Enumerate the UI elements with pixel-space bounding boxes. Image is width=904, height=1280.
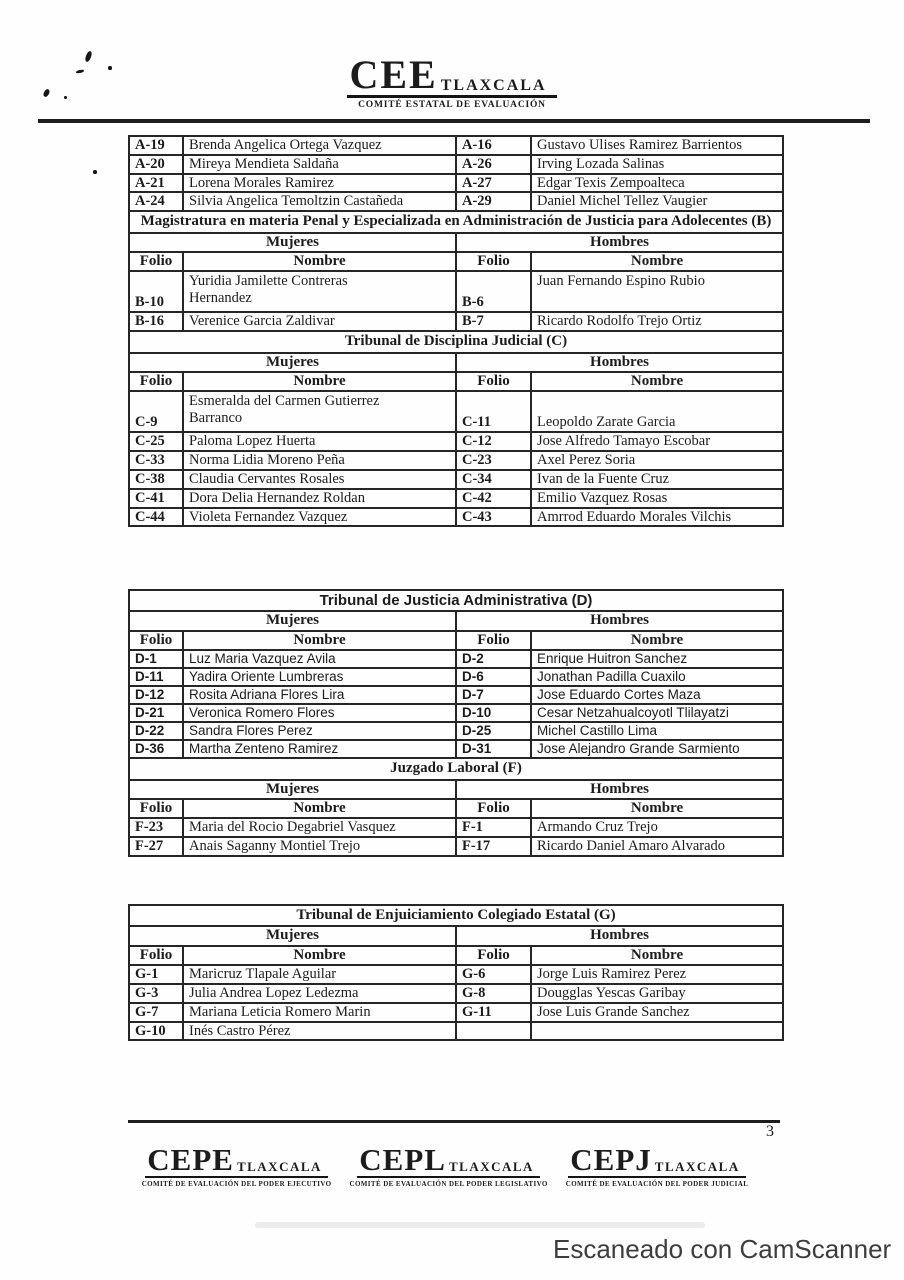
name-column-header: Nombre: [183, 252, 456, 271]
folio-cell: C-38: [129, 470, 183, 489]
cepj-tlaxcala-logo: [565, 1142, 749, 1188]
folio-cell: G-7: [129, 1003, 183, 1022]
folio-cell: G-11: [456, 1003, 531, 1022]
folio-column-header: Folio: [456, 252, 531, 271]
logo-region: TLAXCALA: [236, 1159, 322, 1174]
logo-caption: COMITÉ DE EVALUACIÓN DEL PODER LEGISLATIVO: [349, 1180, 548, 1188]
logo-abbreviation: CEPE: [147, 1142, 234, 1177]
table-row: [129, 508, 783, 527]
table-row: [129, 174, 783, 193]
name-cell: Veronica Romero Flores: [183, 704, 456, 722]
column-header-row: [129, 946, 783, 965]
folio-column-header: Folio: [456, 631, 531, 650]
candidates-table-df: [128, 589, 784, 857]
folio-cell: D-7: [456, 686, 531, 704]
folio-cell: C-9: [129, 391, 183, 432]
folio-cell: C-23: [456, 451, 531, 470]
table-row: [129, 704, 783, 722]
folio-cell: C-42: [456, 489, 531, 508]
section-title-row: [129, 590, 783, 611]
folio-cell: D-1: [129, 650, 183, 668]
folio-cell: G-10: [129, 1022, 183, 1041]
folio-cell: D-22: [129, 722, 183, 740]
table-row: [129, 470, 783, 489]
name-column-header: Nombre: [531, 946, 783, 965]
candidates-table-g: [128, 904, 784, 1041]
name-column-header: Nombre: [183, 946, 456, 965]
name-cell: Leopoldo Zarate Garcia: [531, 391, 783, 432]
name-cell: Julia Andrea Lopez Ledezma: [183, 984, 456, 1003]
folio-cell: D-36: [129, 740, 183, 758]
folio-cell: D-25: [456, 722, 531, 740]
folio-column-header: Folio: [129, 372, 183, 391]
folio-cell: A-19: [129, 136, 183, 155]
name-cell: Dora Delia Hernandez Roldan: [183, 489, 456, 508]
folio-cell: A-21: [129, 174, 183, 193]
name-cell: Ricardo Daniel Amaro Alvarado: [531, 837, 783, 856]
name-column-header: Nombre: [183, 631, 456, 650]
folio-column-header: Folio: [129, 946, 183, 965]
table-row: [129, 740, 783, 758]
cepl-tlaxcala-logo: [349, 1142, 548, 1188]
women-column-header: Mujeres: [129, 926, 456, 945]
column-header-row: [129, 631, 783, 650]
women-column-header: Mujeres: [129, 233, 456, 252]
section-c-title: Tribunal de Disciplina Judicial (C): [129, 331, 783, 352]
logo-abbreviation: CEPL: [359, 1142, 446, 1177]
logo-caption: COMITÉ DE EVALUACIÓN DEL PODER EJECUTIVO: [141, 1180, 332, 1188]
name-cell: Michel Castillo Lima: [531, 722, 783, 740]
folio-cell: A-24: [129, 192, 183, 211]
folio-cell: G-3: [129, 984, 183, 1003]
folio-cell: G-8: [456, 984, 531, 1003]
folio-cell: D-2: [456, 650, 531, 668]
footer-divider-rule: [128, 1120, 780, 1123]
name-column-header: Nombre: [531, 631, 783, 650]
men-column-header: Hombres: [456, 926, 783, 945]
folio-cell: D-11: [129, 668, 183, 686]
name-cell: Ivan de la Fuente Cruz: [531, 470, 783, 489]
logo-caption: COMITÉ DE EVALUACIÓN DEL PODER JUDICIAL: [565, 1180, 749, 1188]
folio-cell: A-29: [456, 192, 531, 211]
table-row: [129, 451, 783, 470]
table-row: [129, 965, 783, 984]
section-b-title: Magistratura en materia Penal y Especializada en Administración de Justicia para Adolecentes (B): [129, 211, 783, 232]
name-cell: Irving Lozada Salinas: [531, 155, 783, 174]
name-cell: Ricardo Rodolfo Trejo Ortiz: [531, 312, 783, 331]
table-row: [129, 192, 783, 211]
folio-column-header: Folio: [456, 799, 531, 818]
folio-cell: F-17: [456, 837, 531, 856]
folio-cell: B-7: [456, 312, 531, 331]
name-cell: Rosita Adriana Flores Lira: [183, 686, 456, 704]
section-f-title: Juzgado Laboral (F): [129, 758, 783, 779]
name-cell: Sandra Flores Perez: [183, 722, 456, 740]
women-column-header: Mujeres: [129, 611, 456, 630]
name-cell: Esmeralda del Carmen Gutierrez Barranco: [183, 391, 456, 432]
women-column-header: Mujeres: [129, 353, 456, 372]
men-column-header: Hombres: [456, 780, 783, 799]
section-title-row: [129, 758, 783, 779]
folio-cell: C-44: [129, 508, 183, 527]
name-cell: Emilio Vazquez Rosas: [531, 489, 783, 508]
folio-cell: D-12: [129, 686, 183, 704]
folio-cell: C-41: [129, 489, 183, 508]
name-cell: Violeta Fernandez Vazquez: [183, 508, 456, 527]
name-cell: Anais Saganny Montiel Trejo: [183, 837, 456, 856]
folio-cell: A-26: [456, 155, 531, 174]
gender-header-row: [129, 780, 783, 799]
name-cell: Paloma Lopez Huerta: [183, 432, 456, 451]
name-cell: Inés Castro Pérez: [183, 1022, 456, 1041]
folio-cell: A-20: [129, 155, 183, 174]
table-row: [129, 650, 783, 668]
gender-header-row: [129, 611, 783, 630]
section-d-title: Tribunal de Justicia Administrativa (D): [129, 590, 783, 611]
table-row: [129, 818, 783, 837]
logo-caption: COMITÉ ESTATAL DE EVALUACIÓN: [358, 100, 546, 110]
name-column-header: Nombre: [531, 252, 783, 271]
folio-column-header: Folio: [129, 252, 183, 271]
folio-column-header: Folio: [129, 631, 183, 650]
logo-region: TLAXCALA: [654, 1159, 740, 1174]
name-cell: Martha Zenteno Ramirez: [183, 740, 456, 758]
folio-cell: A-16: [456, 136, 531, 155]
name-cell: [531, 1022, 783, 1041]
name-column-header: Nombre: [531, 372, 783, 391]
name-cell: Axel Perez Soria: [531, 451, 783, 470]
section-title-row: [129, 211, 783, 232]
name-cell: Enrique Huitron Sanchez: [531, 650, 783, 668]
table-row: [129, 1003, 783, 1022]
folio-cell: D-6: [456, 668, 531, 686]
folio-cell: B-16: [129, 312, 183, 331]
name-cell: Jose Luis Grande Sanchez: [531, 1003, 783, 1022]
table-row: [129, 432, 783, 451]
table-row: [129, 837, 783, 856]
name-cell: Brenda Angelica Ortega Vazquez: [183, 136, 456, 155]
name-cell: Mariana Leticia Romero Marin: [183, 1003, 456, 1022]
table-row: [129, 722, 783, 740]
column-header-row: [129, 252, 783, 271]
name-cell: Jose Eduardo Cortes Maza: [531, 686, 783, 704]
name-column-header: Nombre: [183, 799, 456, 818]
name-cell: Amrrod Eduardo Morales Vilchis: [531, 508, 783, 527]
name-cell: Claudia Cervantes Rosales: [183, 470, 456, 489]
men-column-header: Hombres: [456, 611, 783, 630]
folio-cell: F-23: [129, 818, 183, 837]
name-cell: Juan Fernando Espino Rubio: [531, 271, 783, 312]
folio-cell: F-1: [456, 818, 531, 837]
folio-cell: G-6: [456, 965, 531, 984]
name-cell: Cesar Netzahualcoyotl Tlilayatzi: [531, 704, 783, 722]
page-number: 3: [766, 1123, 774, 1140]
name-cell: Maria del Rocio Degabriel Vasquez: [183, 818, 456, 837]
section-g-title: Tribunal de Enjuiciamiento Colegiado Estatal (G): [129, 905, 783, 926]
table-row: [129, 271, 783, 312]
folio-cell: D-31: [456, 740, 531, 758]
name-cell: Maricruz Tlapale Aguilar: [183, 965, 456, 984]
folio-column-header: Folio: [456, 946, 531, 965]
logo-region: TLAXCALA: [448, 1159, 534, 1174]
name-cell: Jose Alfredo Tamayo Escobar: [531, 432, 783, 451]
folio-cell: C-33: [129, 451, 183, 470]
folio-cell: D-21: [129, 704, 183, 722]
name-cell: Jose Alejandro Grande Sarmiento: [531, 740, 783, 758]
section-title-row: [129, 331, 783, 352]
cee-tlaxcala-logo: [0, 52, 904, 112]
folio-cell: C-43: [456, 508, 531, 527]
table-row: [129, 1022, 783, 1041]
folio-cell: D-10: [456, 704, 531, 722]
name-cell: Lorena Morales Ramirez: [183, 174, 456, 193]
folio-cell: C-25: [129, 432, 183, 451]
name-cell: Yuridia Jamilette Contreras Hernandez: [183, 271, 456, 312]
name-cell: Norma Lidia Moreno Peña: [183, 451, 456, 470]
name-cell: Dougglas Yescas Garibay: [531, 984, 783, 1003]
name-cell: Armando Cruz Trejo: [531, 818, 783, 837]
column-header-row: [129, 799, 783, 818]
gender-header-row: [129, 233, 783, 252]
logo-abbreviation: CEE: [349, 52, 438, 97]
folio-cell: G-1: [129, 965, 183, 984]
table-row: [129, 155, 783, 174]
men-column-header: Hombres: [456, 353, 783, 372]
table-row: [129, 668, 783, 686]
folio-cell: B-10: [129, 271, 183, 312]
name-cell: Daniel Michel Tellez Vaugier: [531, 192, 783, 211]
name-column-header: Nombre: [183, 372, 456, 391]
folio-cell: B-6: [456, 271, 531, 312]
camscanner-watermark: Escaneado con CamScanner: [553, 1234, 892, 1264]
scan-artifact: [255, 1222, 705, 1228]
name-cell: Jonathan Padilla Cuaxilo: [531, 668, 783, 686]
section-title-row: [129, 905, 783, 926]
name-cell: Luz Maria Vazquez Avila: [183, 650, 456, 668]
ink-mark: [93, 170, 97, 174]
women-column-header: Mujeres: [129, 780, 456, 799]
name-cell: Jorge Luis Ramirez Perez: [531, 965, 783, 984]
name-cell: Edgar Texis Zempoalteca: [531, 174, 783, 193]
name-cell: Verenice Garcia Zaldivar: [183, 312, 456, 331]
header-divider-rule: [38, 119, 870, 123]
men-column-header: Hombres: [456, 233, 783, 252]
logo-abbreviation: CEPJ: [570, 1142, 652, 1177]
folio-cell: C-12: [456, 432, 531, 451]
footer-logos: [0, 1142, 890, 1188]
column-header-row: [129, 372, 783, 391]
folio-cell: F-27: [129, 837, 183, 856]
folio-column-header: Folio: [456, 372, 531, 391]
folio-cell: A-27: [456, 174, 531, 193]
gender-header-row: [129, 926, 783, 945]
name-cell: Yadira Oriente Lumbreras: [183, 668, 456, 686]
gender-header-row: [129, 353, 783, 372]
name-column-header: Nombre: [531, 799, 783, 818]
table-row: [129, 312, 783, 331]
name-cell: Mireya Mendieta Saldaña: [183, 155, 456, 174]
table-row: [129, 391, 783, 432]
folio-cell: C-11: [456, 391, 531, 432]
table-row: [129, 489, 783, 508]
candidates-table-abc: [128, 135, 784, 527]
name-cell: Silvia Angelica Temoltzin Castañeda: [183, 192, 456, 211]
table-row: [129, 686, 783, 704]
logo-region: TLAXCALA: [440, 77, 547, 94]
folio-cell: [456, 1022, 531, 1041]
table-row: [129, 136, 783, 155]
folio-cell: C-34: [456, 470, 531, 489]
cepe-tlaxcala-logo: [141, 1142, 332, 1188]
table-row: [129, 984, 783, 1003]
name-cell: Gustavo Ulises Ramirez Barrientos: [531, 136, 783, 155]
folio-column-header: Folio: [129, 799, 183, 818]
